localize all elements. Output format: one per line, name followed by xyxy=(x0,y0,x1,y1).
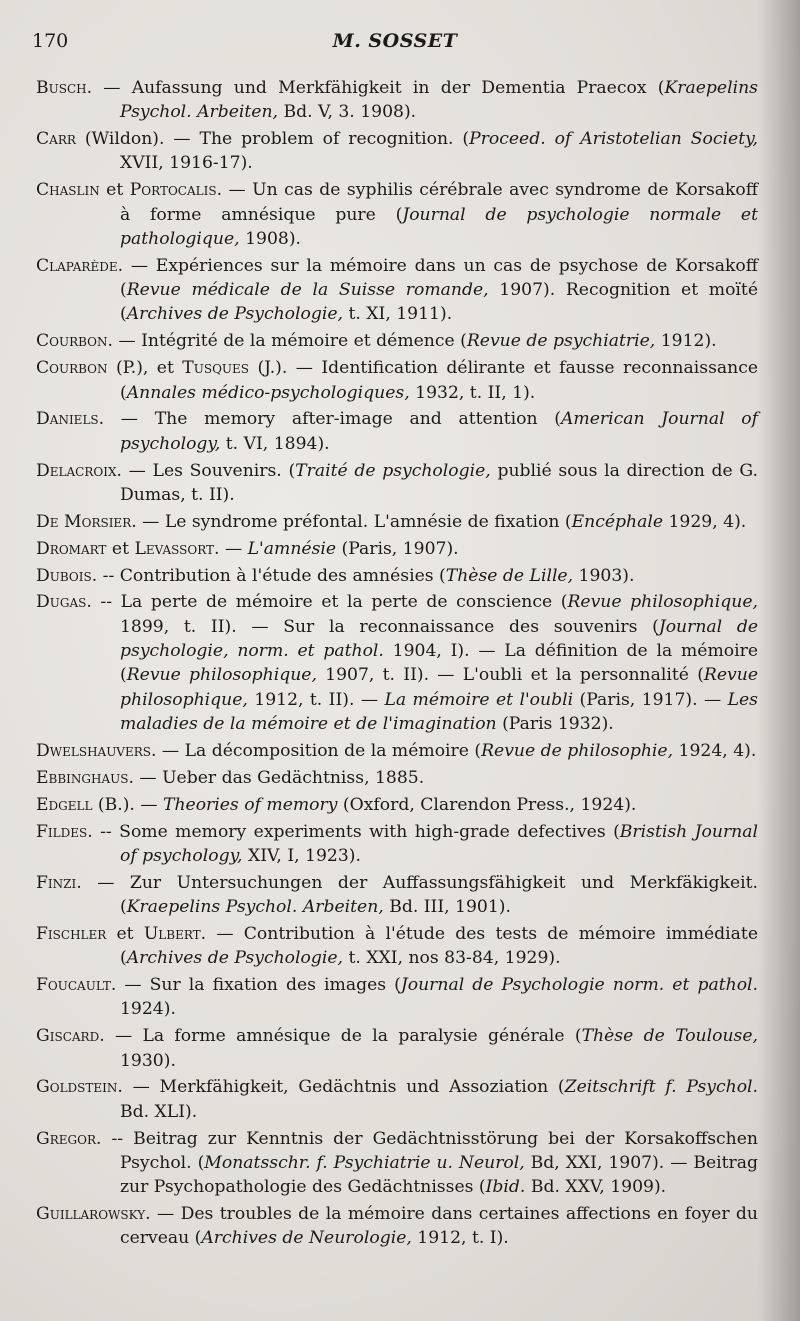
author-name: Finzi. xyxy=(36,872,82,893)
entry-text: 1908). xyxy=(239,228,301,249)
entry-text: (Paris 1932). xyxy=(496,713,614,734)
entry-text: — Intégrité de la mémoire et démence ( xyxy=(112,331,467,352)
author-name: Levassort. xyxy=(134,538,220,559)
entry-text: 1904, I). — La définition de la mémoire ( xyxy=(120,641,758,686)
bib-entry-claparede xyxy=(36,254,758,327)
entry-text: -- La perte de mémoire et la perte de conscience ( xyxy=(91,592,568,613)
author-name: Courbon. xyxy=(36,331,113,352)
entry-text: Bd, XXI, 1907). — Beitrag zur Psychopathologie des Gedächtnisses ( xyxy=(120,1152,758,1198)
entry-text: 1912, t. II). — xyxy=(247,689,385,710)
work-title: Kraepelins Psychol. Arbeiten, xyxy=(120,78,758,123)
work-title: Ibid. xyxy=(485,1177,526,1198)
entry-text: 1932, t. II, 1). xyxy=(409,382,536,403)
entry-text: t. XXI, nos 83-84, 1929). xyxy=(343,948,561,969)
bib-entry-guillarowsky xyxy=(36,1202,758,1251)
entry-text: 1929, 4). xyxy=(663,511,747,532)
bib-entry-dubois xyxy=(36,564,758,588)
work-title: Archives de Neurologie, xyxy=(201,1228,412,1249)
running-head: M. SOSSET xyxy=(332,30,458,52)
work-title: Revue de philosophie, xyxy=(481,740,674,761)
bibliography-list xyxy=(36,76,758,1253)
entry-text: t. XI, 1911). xyxy=(343,304,453,325)
work-title: Kraepelins Psychol. Arbeiten, xyxy=(126,897,384,917)
bib-entry-busch xyxy=(36,76,758,125)
bib-entry-fildes xyxy=(36,820,758,869)
author-name: Giscard. xyxy=(36,1026,105,1047)
work-title: Archives de Psychologie, xyxy=(126,304,343,325)
entry-text: — Zur Untersuchungen der Auffassungsfähigkeit und Merkfäkigkeit. ( xyxy=(81,872,758,917)
entry-text: Bd. XXV, 1909). xyxy=(525,1177,667,1198)
entry-text: — Le syndrome préfontal. L'amnésie de fixation ( xyxy=(136,511,572,532)
entry-text: -- Contribution à l'étude des amnésies ( xyxy=(97,565,446,586)
entry-text: — Expériences sur la mémoire dans un cas de psychose de Korsakoff ( xyxy=(120,255,758,301)
work-title: Revue médicale de la Suisse romande, xyxy=(126,280,489,301)
bib-entry-chaslin xyxy=(36,178,758,251)
bib-entry-giscard xyxy=(36,1024,758,1073)
work-title: Revue philosophique, xyxy=(567,592,758,613)
entry-text: 1930). xyxy=(120,1050,176,1071)
work-title: Proceed. of Aristotelian Society, xyxy=(469,129,758,150)
entry-text: XVII, 1916-17). xyxy=(120,153,253,174)
bib-entry-de-morsier xyxy=(36,510,758,534)
author-name: Ulbert. xyxy=(143,923,207,944)
author-name: De Morsier. xyxy=(36,511,137,532)
entry-text: — La forme amnésique de la paralysie générale ( xyxy=(104,1026,582,1047)
author-name: Gregor. xyxy=(36,1128,102,1149)
page-number: 170 xyxy=(32,30,69,52)
entry-text: 1912, t. I). xyxy=(411,1228,509,1249)
author-name: Daniels. xyxy=(36,409,105,430)
entry-text: — Contribution à l'étude des tests de mémoire immédiate ( xyxy=(120,923,758,969)
bib-entry-edgell xyxy=(36,793,758,817)
author-name: Fischler xyxy=(36,923,107,944)
work-title: Journal de psychologie, norm. et pathol. xyxy=(120,616,758,662)
author-name: Goldstein. xyxy=(36,1077,123,1098)
author-name: Foucault. xyxy=(36,975,117,996)
author-name: Busch. xyxy=(36,78,93,98)
work-title: Theories of memory xyxy=(163,794,338,815)
work-title: Encéphale xyxy=(571,511,664,532)
work-title: Bristish Journal of psychology, xyxy=(120,821,758,866)
author-name: Dwelshauvers. xyxy=(36,740,157,761)
entry-text: — xyxy=(219,538,248,559)
entry-text: — Les Souvenirs. ( xyxy=(121,460,296,481)
entry-text: (P.), et xyxy=(107,358,183,379)
entry-text: -- Some memory experiments with high-grade defectives ( xyxy=(92,821,620,842)
author-name: Fildes. xyxy=(36,821,93,842)
author-name: Portocalis. xyxy=(129,180,223,201)
page-header xyxy=(32,30,758,64)
entry-text: — Aufassung und Merkfähigkeit in der Dementia Praecox ( xyxy=(92,78,665,98)
author-name: Claparède. xyxy=(36,255,124,276)
entry-text: et xyxy=(106,538,135,559)
author-name: Edgell xyxy=(36,794,93,815)
entry-text: 1903). xyxy=(573,565,635,586)
entry-text: et xyxy=(106,923,144,944)
author-name: Chaslin xyxy=(36,180,100,201)
work-title: Les maladies de la mémoire et de l'imagination xyxy=(120,689,758,734)
bib-entry-dwelshauvers xyxy=(36,739,758,763)
entry-text: — Un cas de syphilis cérébrale avec syndrome de Korsakoff à forme amnésique pure ( xyxy=(120,180,758,225)
bib-entry-dugas xyxy=(36,590,758,736)
work-title: Journal de Psychologie norm. et pathol. xyxy=(400,975,758,996)
entry-text: 1912). xyxy=(655,331,717,352)
work-title: Thèse de Toulouse, xyxy=(581,1026,758,1047)
bib-entry-fischler xyxy=(36,922,758,971)
author-name: Courbon xyxy=(36,358,108,379)
entry-text: — La décomposition de la mémoire ( xyxy=(156,740,482,761)
author-name: Dromart xyxy=(36,538,107,559)
entry-text: 1924, 4). xyxy=(673,740,757,761)
bib-entry-goldstein xyxy=(36,1075,758,1124)
entry-text: -- Beitrag zur Kenntnis der Gedächtnisstörung bei der Korsakoffschen Psychol. ( xyxy=(101,1128,758,1173)
work-title: Revue philosophique, xyxy=(120,665,758,710)
entry-text: (Paris, 1907). xyxy=(336,538,459,559)
entry-text: 1899, t. II). — Sur la reconnaissance des souvenirs ( xyxy=(120,616,659,637)
work-title: Archives de Psychologie, xyxy=(126,948,343,969)
work-title: Thèse de Lille, xyxy=(445,565,574,586)
entry-text: 1907, t. II). — L'oubli et la personnalité ( xyxy=(316,665,704,686)
entry-text: — Ueber das Gedächtniss, 1885. xyxy=(133,767,425,788)
bib-entry-ebbinghaus xyxy=(36,766,758,790)
work-title: Monatsschr. f. Psychiatrie u. Neurol, xyxy=(204,1152,525,1173)
author-name: Ebbinghaus. xyxy=(36,767,134,788)
bib-entry-delacroix xyxy=(36,459,758,508)
author-name: Dubois. xyxy=(36,565,98,586)
author-name: Guillarowsky. xyxy=(36,1204,151,1225)
entry-text: (Wildon). — The problem of recognition. ( xyxy=(75,129,470,150)
entry-text: XIV, I, 1923). xyxy=(242,845,361,866)
work-title: American Journal of psychology, xyxy=(120,409,758,454)
author-name: Carr xyxy=(36,129,76,150)
entry-text: — Des troubles de la mémoire dans certaines affections en foyer du cerveau ( xyxy=(120,1204,758,1249)
work-title: L'amnésie xyxy=(247,538,337,559)
page-edge-shadow xyxy=(758,0,800,1321)
author-name: Delacroix. xyxy=(36,460,122,481)
entry-text: (Oxford, Clarendon Press., 1924). xyxy=(337,794,637,815)
entry-text: publié sous la direction de G. Dumas, t. II). xyxy=(120,460,758,505)
entry-text: (Paris, 1917). — xyxy=(573,689,728,710)
work-title: Journal de psychologie normale et pathologique, xyxy=(120,204,758,249)
work-title: Revue de psychiatrie, xyxy=(466,331,656,352)
work-title: Revue philosophique, xyxy=(126,665,317,686)
entry-text: 1907). Recognition et moïté ( xyxy=(120,280,759,325)
author-name: Dugas. xyxy=(36,592,92,613)
entry-text: — Sur la fixation des images ( xyxy=(116,975,401,996)
entry-text: Bd. III, 1901). xyxy=(383,897,511,917)
bib-entry-gregor xyxy=(36,1127,758,1200)
entry-text: t. VI, 1894). xyxy=(220,433,330,454)
bib-entry-daniels xyxy=(36,407,758,456)
entry-text: (B.). — xyxy=(92,794,163,815)
bib-entry-foucault xyxy=(36,973,758,1022)
bib-entry-dromart xyxy=(36,537,758,561)
entry-text: Bd. XLI). xyxy=(120,1101,198,1122)
work-title: La mémoire et l'oubli xyxy=(384,689,574,710)
entry-text: 1924). xyxy=(120,999,176,1020)
entry-text: — Merkfähigkeit, Gedächtnis und Assoziation ( xyxy=(122,1077,565,1098)
entry-text: et xyxy=(99,180,130,201)
bib-entry-carr xyxy=(36,127,758,176)
work-title: Traité de psychologie, xyxy=(295,460,491,481)
bib-entry-courbon xyxy=(36,329,758,353)
bib-entry-courbon-tusques xyxy=(36,356,758,405)
entry-text: — The memory after-image and attention ( xyxy=(104,409,562,430)
entry-text: (J.). — Identification délirante et fausse reconnaissance ( xyxy=(120,358,759,403)
work-title: Zeitschrift f. Psychol. xyxy=(564,1077,758,1098)
author-name: Tusques xyxy=(182,358,250,379)
bib-entry-finzi xyxy=(36,871,758,920)
work-title: Annales médico-psychologiques, xyxy=(126,382,410,403)
entry-text: Bd. V, 3. 1908). xyxy=(278,102,417,123)
